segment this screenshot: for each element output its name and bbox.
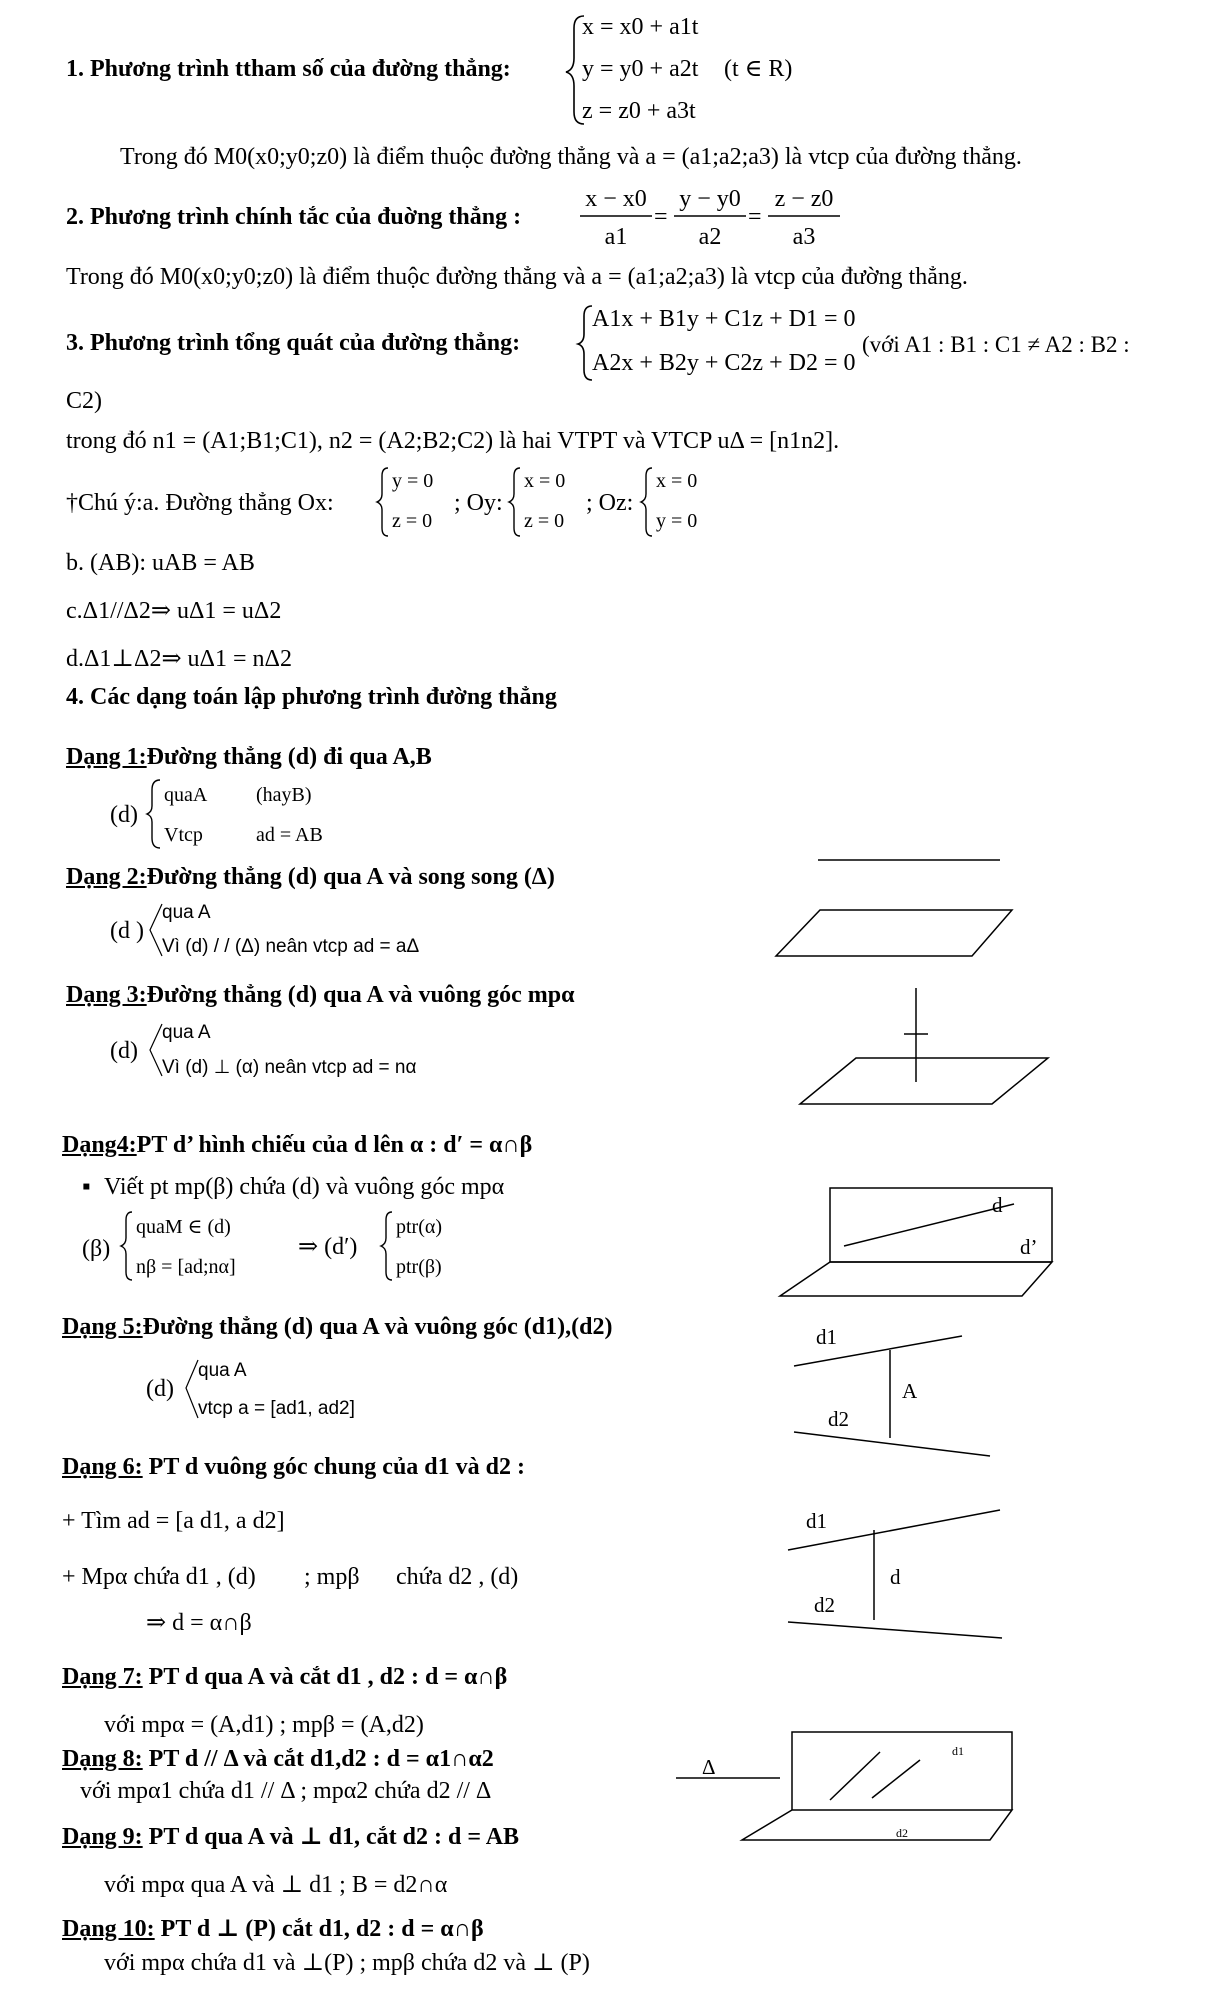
fig5-label-d2: d2 [828,1407,849,1431]
oz-label: ; Oz: [586,490,634,516]
fig5-label-a: A [902,1379,918,1403]
fig8-horizontal-plane [742,1810,1012,1840]
dang10-title: PT d ⊥ (P) cắt d1, d2 : d = α∩β [160,1916,484,1942]
dang2-l2: Vì (d) / / (Δ) neân vtcp ad = aΔ [162,936,420,957]
dang9-l1: với mpα qua A và ⊥ d1 ; B = d2∩α [104,1872,448,1898]
dang5-l1: qua A [198,1360,247,1381]
dang6-l2a: + Mpα chứa d1 , (d) [62,1564,256,1590]
dang9-title: PT d qua A và ⊥ d1, cắt d2 : d = AB [148,1824,520,1850]
dang3-head: Dạng 3: [66,982,147,1008]
s2-den3: a3 [792,224,816,250]
fig6-label-d2: d2 [814,1593,835,1617]
dang4-bullet-dot: ▪ [82,1174,91,1200]
dang4-l1: quaM ∈ (d) [136,1216,231,1238]
dang10-l1: với mpα chứa d1 và ⊥(P) ; mpβ chứa d2 và ⊥ (P) [104,1950,590,1976]
fig4-horizontal-plane [780,1262,1052,1296]
s2-num2: y − y0 [679,186,741,212]
s1-eq1: x = x0 + a1t [582,14,699,40]
fig2-plane [776,910,1012,956]
dang1-l2b: ad = AB [256,824,323,846]
dang3-l2: Vì (d) ⊥ (α) neân vtcp ad = nα [162,1057,417,1078]
s1-eq2: y = y0 + a2t [582,56,699,82]
fig5-label-d1: d1 [816,1325,837,1349]
fig8-label-d2: d2 [896,1826,908,1840]
oy1: x = 0 [524,470,566,492]
dang6-l2b: ; mpβ [304,1564,360,1590]
dang9-head: Dạng 9: [62,1824,143,1850]
dang8-head: Dạng 8: [62,1746,143,1772]
dang5-title: Đường thẳng (d) qua A và vuông góc (d1),(d2) [142,1314,613,1340]
dang2-head: Dạng 2: [66,864,147,890]
oy2: z = 0 [524,510,565,532]
fig4-label-d: d [992,1193,1003,1217]
dang4-arrow: ⇒ (d′) [298,1234,358,1260]
dang4-bullet: Viết pt mp(β) chứa (d) và vuông góc mpα [104,1174,505,1200]
dang7-head: Dạng 7: [62,1664,143,1690]
s4-title: 4. Các dạng toán lập phương trình đường thẳng [66,684,557,710]
dang4-title: PT d’ hình chiếu của d lên α : d′ = α∩β [136,1132,533,1158]
dang6-l3: ⇒ d = α∩β [146,1610,252,1636]
s3-cond2: C2) [66,388,102,414]
dang10-head: Dạng 10: [62,1916,155,1942]
fig8-label-d1: d1 [952,1744,964,1758]
fig5-line-d2 [794,1432,990,1456]
dang1-label: (d) [110,802,138,828]
fig8-vertical-plane [792,1732,1012,1810]
fig4-line-d [844,1204,1014,1246]
dang8-l1: với mpα1 chứa d1 // Δ ; mpα2 chứa d2 // Δ [80,1778,492,1804]
s2-eq-sign1: = [654,204,668,230]
dang5-head: Dạng 5: [62,1314,143,1340]
dang4-r2: ptr(β) [396,1256,442,1278]
s3-title: 3. Phương trình tổng quát của đường thẳng: [66,330,521,356]
fig8-label-delta: Δ [702,1755,716,1779]
dang3-label: (d) [110,1038,138,1064]
dang1-head: Dạng 1: [66,744,147,770]
chuy-a-label: †Chú ý:a. Đường thẳng Ox: [66,490,334,516]
s1-title: 1. Phương trình ttham số của đường thẳng: [66,56,511,82]
dang1-l1b: (hayB) [256,784,312,806]
s2-num1: x − x0 [585,186,647,212]
dang4-l2: nβ = [ad;nα] [136,1256,236,1278]
s3-eq1: A1x + B1y + C1z + D1 = 0 [592,306,856,332]
dang4-head: Dạng4: [62,1132,137,1158]
fig4-vertical-plane [830,1188,1052,1262]
dang1-title: Đường thẳng (d) đi qua A,B [146,744,432,770]
fig4-label-d-prime: d’ [1020,1235,1038,1259]
s1-eq2-cond: (t ∈ R) [724,56,793,82]
s3-eq2: A2x + B2y + C2z + D2 = 0 [592,350,856,376]
dang2-label: (d ) [110,918,144,944]
dang6-title: PT d vuông góc chung của d1 và d2 : [148,1454,525,1480]
oz1: x = 0 [656,470,698,492]
dang1-l2a: Vtcp [164,824,203,846]
s2-note: Trong đó M0(x0;y0;z0) là điểm thuộc đường thẳng và a = (a1;a2;a3) là vtcp của đường thẳng. [66,264,968,290]
ox2: z = 0 [392,510,433,532]
dang2-l1: qua A [162,902,211,923]
dang2-title: Đường thẳng (d) qua A và song song (Δ) [146,864,555,890]
oy-label: ; Oy: [454,490,503,516]
oz2: y = 0 [656,510,698,532]
dang5-label: (d) [146,1376,174,1402]
fig8-line-d1b [872,1760,920,1798]
s2-num3: z − z0 [774,186,834,212]
fig6-label-d: d [890,1565,901,1589]
s2-title: 2. Phương trình chính tắc của đuờng thẳng : [66,204,522,230]
s3-cond: (với A1 : B1 : C1 ≠ A2 : B2 : [862,332,1130,357]
dang7-title: PT d qua A và cắt d1 , d2 : d = α∩β [148,1664,508,1690]
s2-den2: a2 [698,224,722,250]
s2-den1: a1 [604,224,628,250]
chuy-d: d.Δ1⊥Δ2⇒ uΔ1 = nΔ2 [66,646,292,672]
s3-note: trong đó n1 = (A1;B1;C1), n2 = (A2;B2;C2) là hai VTPT và VTCP uΔ = [n1n2]. [66,428,840,454]
ox1: y = 0 [392,470,434,492]
dang8-title: PT d // Δ và cắt d1,d2 : d = α1∩α2 [148,1746,494,1772]
dang7-l1: với mpα = (A,d1) ; mpβ = (A,d2) [104,1712,424,1738]
dang6-head: Dạng 6: [62,1454,143,1480]
dang5-l2: vtcp a = [ad1, ad2] [198,1398,355,1419]
s1-note: Trong đó M0(x0;y0;z0) là điểm thuộc đường thẳng và a = (a1;a2;a3) là vtcp của đường thẳng. [120,144,1022,170]
dang3-title: Đường thẳng (d) qua A và vuông góc mpα [146,982,575,1008]
chuy-c: c.Δ1//Δ2⇒ uΔ1 = uΔ2 [66,598,282,624]
dang4-label: (β) [82,1236,111,1262]
s1-eq3: z = z0 + a3t [582,98,696,124]
fig6-label-d1: d1 [806,1509,827,1533]
dang3-l1: qua A [162,1022,211,1043]
dang6-l2c: chứa d2 , (d) [396,1564,519,1590]
chuy-b: b. (AB): uAB = AB [66,550,255,576]
dang1-l1a: quaA [164,784,208,806]
dang4-r1: ptr(α) [396,1216,443,1238]
fig6-line-d2 [788,1622,1002,1638]
s2-eq-sign2: = [748,204,762,230]
fig3-plane [800,1058,1048,1104]
fig8-line-d1 [830,1752,880,1800]
dang6-l1: + Tìm ad = [a d1, a d2] [62,1508,285,1534]
